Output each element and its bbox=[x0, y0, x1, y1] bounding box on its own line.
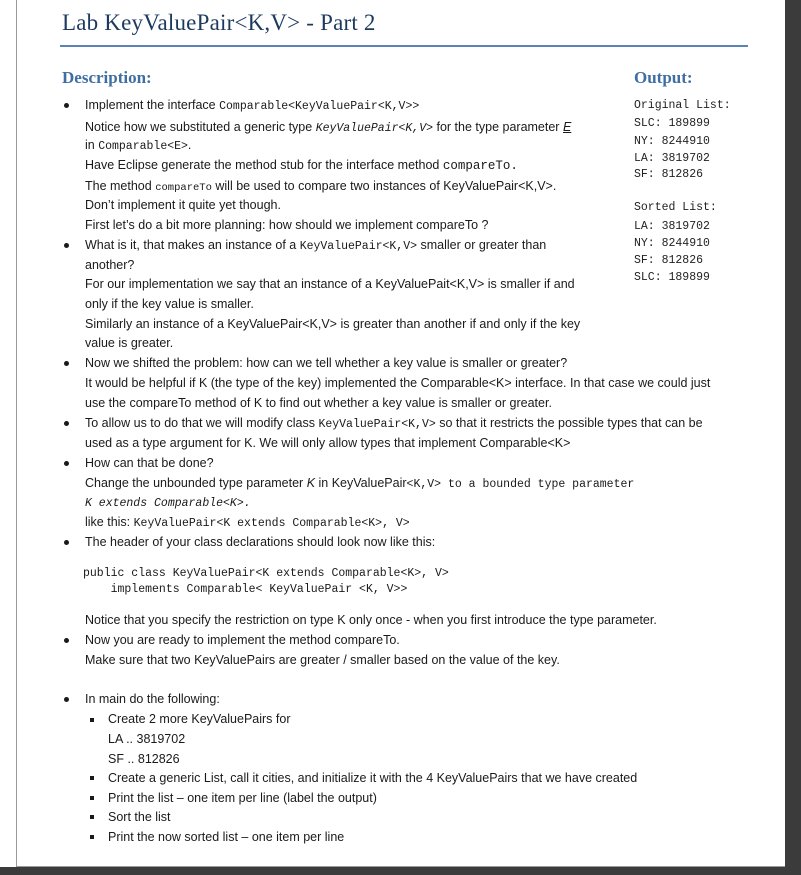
viewer-background-right bbox=[785, 0, 801, 875]
list-item-text: K extends Comparable<K>. bbox=[85, 497, 251, 510]
description-heading: Description: bbox=[62, 68, 152, 87]
sub-list-item: Create 2 more KeyValuePairs for bbox=[108, 712, 291, 726]
output-line: SLC: 189899 bbox=[634, 117, 710, 130]
list-item: Now you are ready to implement the method compareTo. bbox=[85, 633, 400, 647]
list-item: The header of your class declarations should look now like this: bbox=[85, 535, 436, 549]
bullet-dot bbox=[64, 243, 69, 248]
bullet-dot bbox=[64, 421, 69, 426]
list-item-text: Don’t implement it quite yet though. bbox=[85, 198, 281, 212]
title-rule bbox=[60, 45, 748, 47]
list-item-text: First let’s do a bit more planning: how should we implement compareTo ? bbox=[85, 218, 489, 232]
list-item: What is it, that makes an instance of a KeyValuePair<K,V> smaller or greater than bbox=[85, 238, 547, 253]
list-item: Implement the interface Comparable<KeyValuePair<K,V>> bbox=[85, 98, 420, 113]
list-item-text: For our implementation we say that an instance of a KeyValuePait<K,V> is smaller if and bbox=[85, 277, 575, 291]
bullet-dot bbox=[64, 461, 69, 466]
code-line: public class KeyValuePair<K extends Comparable<K>, V> bbox=[83, 567, 449, 580]
sub-list-item: Print the list – one item per line (label the output) bbox=[108, 791, 377, 805]
list-item-text: in Comparable<E>. bbox=[85, 138, 192, 153]
output-line: SF: 812826 bbox=[634, 254, 704, 267]
list-item: In main do the following: bbox=[85, 692, 220, 706]
sub-bullet bbox=[90, 718, 94, 722]
list-item-text: another? bbox=[85, 258, 135, 272]
list-item-text: Change the unbounded type parameter K in KeyValuePair<K,V> to a bounded type parameter bbox=[85, 476, 635, 491]
sub-list-item: Print the now sorted list – one item per line bbox=[108, 830, 345, 844]
list-item-text: used as a type argument for K. We will only allow types that implement Comparable<K> bbox=[85, 436, 571, 450]
list-item: Now we shifted the problem: how can we tell whether a key value is smaller or greater? bbox=[85, 356, 568, 370]
page-margin bbox=[0, 0, 16, 875]
list-item-text: like this: KeyValuePair<K extends Comparable<K>, V> bbox=[85, 515, 410, 530]
list-item-text: It would be helpful if K (the type of the key) implemented the Comparable<K> interface. In that case we could just bbox=[85, 376, 711, 390]
list-item-text: only if the key value is smaller. bbox=[85, 297, 254, 311]
output-line: NY: 8244910 bbox=[634, 237, 710, 250]
list-item: To allow us to do that we will modify class KeyValuePair<K,V> so that it restricts the possible types that can be bbox=[85, 416, 703, 431]
bullet-dot bbox=[64, 697, 69, 702]
list-item: How can that be done? bbox=[85, 456, 214, 470]
list-item-text: Have Eclipse generate the method stub for the interface method compareTo. bbox=[85, 158, 518, 173]
output-line: LA: 3819702 bbox=[634, 220, 710, 233]
output-heading: Output: bbox=[634, 68, 693, 87]
list-item-text: Make sure that two KeyValuePairs are greater / smaller based on the value of the key. bbox=[85, 653, 560, 667]
output-original-label: Original List: bbox=[634, 99, 731, 112]
list-item-text: Similarly an instance of a KeyValuePair<K,V> is greater than another if and only if the key bbox=[85, 317, 581, 331]
output-line: SF: 812826 bbox=[634, 168, 704, 181]
bullet-dot bbox=[64, 361, 69, 366]
sub-list-item-text: SF .. 812826 bbox=[108, 752, 180, 766]
sub-list-item: Sort the list bbox=[108, 810, 171, 824]
bullet-dot bbox=[64, 638, 69, 643]
output-line: SLC: 189899 bbox=[634, 271, 710, 284]
code-line: implements Comparable< KeyValuePair <K, V>> bbox=[83, 583, 408, 596]
output-line: LA: 3819702 bbox=[634, 152, 710, 165]
sub-bullet bbox=[90, 796, 94, 800]
sub-bullet bbox=[90, 776, 94, 780]
sub-bullet bbox=[90, 815, 94, 819]
output-line: NY: 8244910 bbox=[634, 135, 710, 148]
list-item-text: Notice that you specify the restriction on type K only once - when you first introduce the type parameter. bbox=[85, 613, 657, 627]
list-item-text: use the compareTo method of K to find out whether a key value is smaller or greater. bbox=[85, 396, 552, 410]
sub-bullet bbox=[90, 835, 94, 839]
list-item-text: value is greater. bbox=[85, 336, 174, 350]
list-item-text: Notice how we substituted a generic type KeyValuePair<K,V> for the type parameter E bbox=[85, 120, 572, 135]
list-item-text: The method compareTo will be used to compare two instances of KeyValuePair<K,V>. bbox=[85, 179, 557, 194]
sub-list-item-text: LA .. 3819702 bbox=[108, 732, 186, 746]
bullet-dot bbox=[64, 540, 69, 545]
viewer-background-bottom bbox=[0, 867, 801, 875]
page-title: Lab KeyValuePair<K,V> - Part 2 bbox=[62, 10, 376, 35]
bullet-dot bbox=[64, 103, 69, 108]
output-sorted-label: Sorted List: bbox=[634, 201, 717, 214]
sub-list-item: Create a generic List, call it cities, and initialize it with the 4 KeyValuePairs that we have created bbox=[108, 771, 638, 785]
